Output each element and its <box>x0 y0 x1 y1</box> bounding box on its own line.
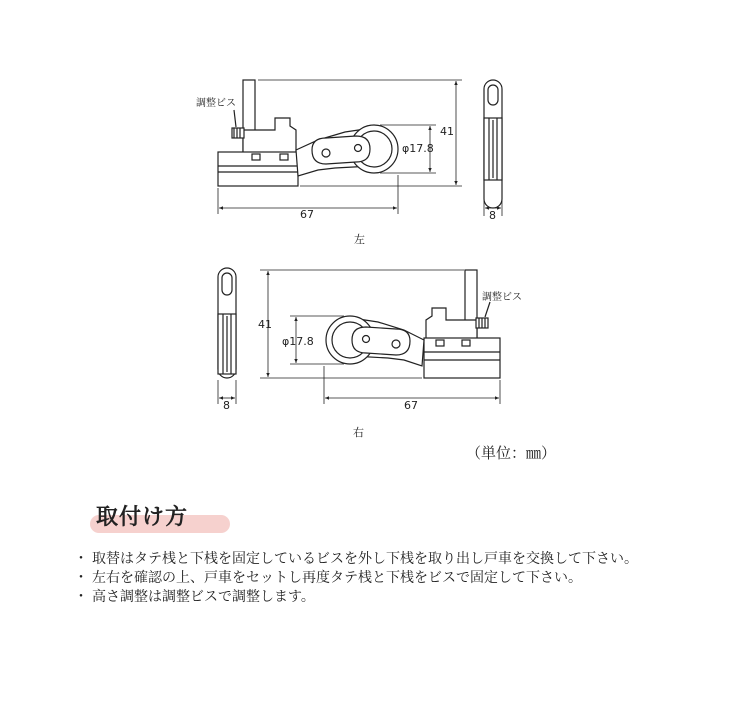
left-side-view <box>484 80 502 208</box>
right-dim-height: 41 <box>258 318 272 331</box>
left-base-channel <box>218 152 298 186</box>
instruction-list <box>78 550 678 607</box>
left-caption: 左 <box>354 233 365 246</box>
section-title-text: 取付け方 <box>96 505 189 530</box>
left-adjust-leader <box>234 110 236 127</box>
right-adjust-leader <box>485 302 490 317</box>
unit-label: （単位：㎜） <box>466 444 557 462</box>
right-adjust-label: 調整ビス <box>482 292 522 303</box>
right-dim-width: 67 <box>404 399 418 412</box>
section-title <box>78 500 278 540</box>
right-dim-wheel: φ17.8 <box>282 335 314 348</box>
instruction-item: ・ 左右を確認の上、戸車をセットし再度タテ桟と下桟をビスで固定して下さい。 <box>78 569 678 588</box>
left-view <box>218 80 502 208</box>
left-dim-height: 41 <box>440 125 454 138</box>
right-dim-side-width: 8 <box>223 399 230 412</box>
instruction-item: ・ 取替はタテ桟と下桟を固定しているビスを外し下桟を取り出し戸車を交換して下さい。 <box>78 550 678 569</box>
left-adjust-label: 調整ビス <box>196 98 236 109</box>
left-adjust-screw <box>232 128 244 138</box>
right-side-view <box>218 268 236 378</box>
left-dim-wheel: φ17.8 <box>402 142 434 155</box>
right-adjust-screw <box>476 318 488 328</box>
right-caption: 右 <box>353 426 364 439</box>
left-dim-side-width: 8 <box>489 209 496 222</box>
left-dim-width: 67 <box>300 208 314 221</box>
instruction-item: ・ 高さ調整は調整ビスで調整します。 <box>78 588 678 607</box>
